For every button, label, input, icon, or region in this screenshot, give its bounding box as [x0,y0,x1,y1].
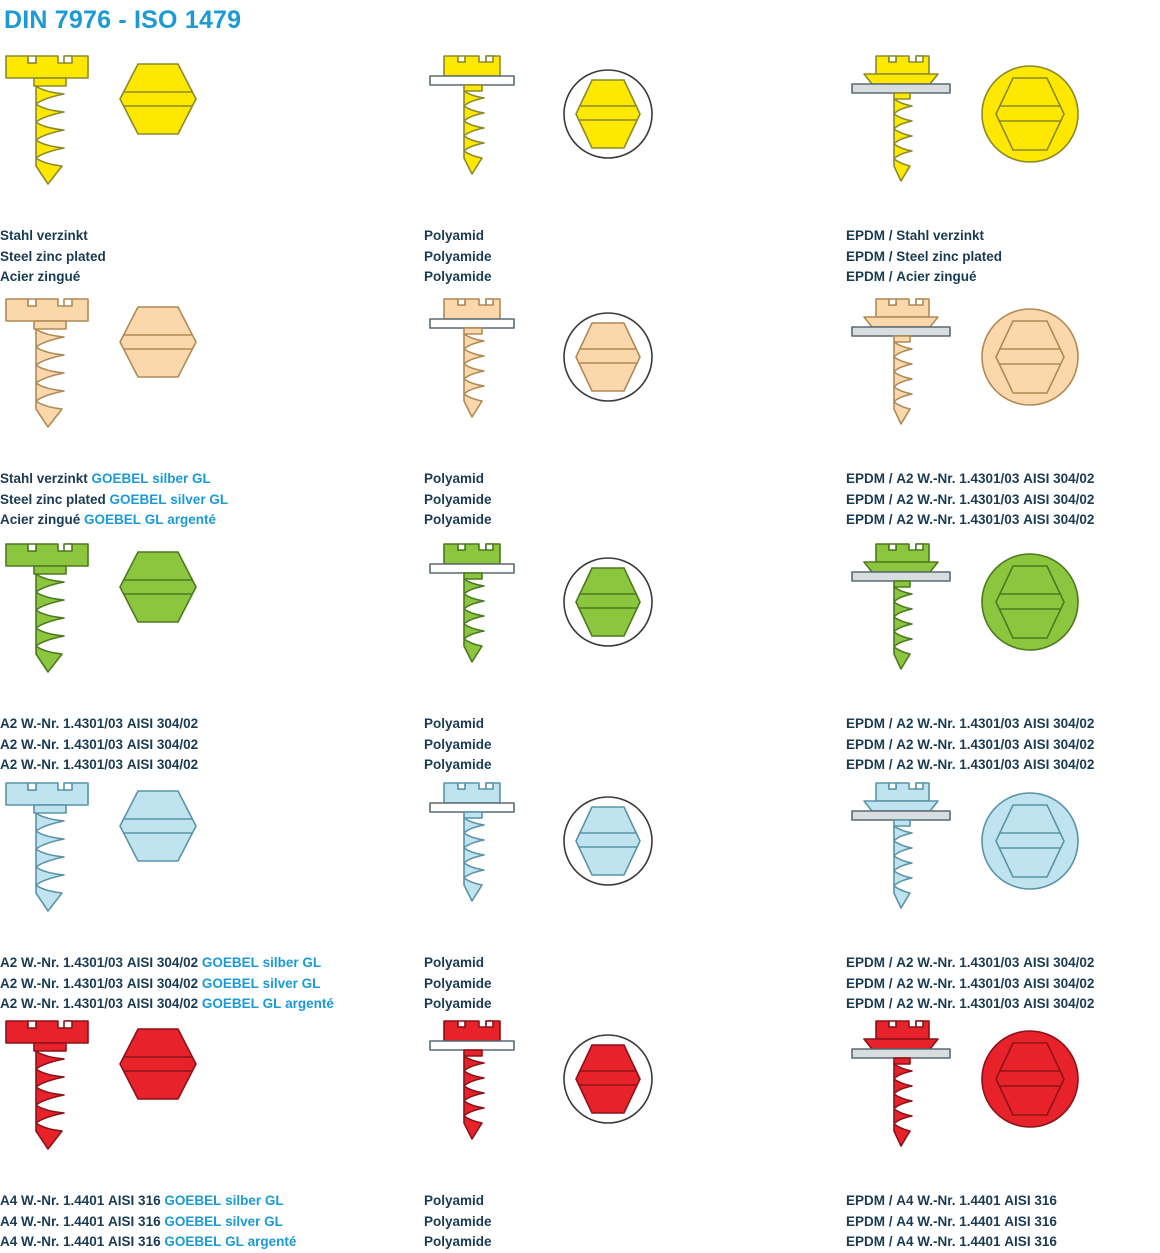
label-segment: Acier zingué [0,269,81,285]
washer-head-top-view [562,795,654,887]
material-label-line [0,510,228,531]
column-polyamide-washer-screw [424,538,844,773]
artwork-washer-screw [424,777,844,947]
artwork-washer-screw [424,538,844,708]
label-segment: Polyamide [424,757,492,773]
hex-head-top-view [118,1027,198,1101]
material-label-line [846,974,1094,995]
material-label-line [424,469,492,490]
labels-washer-screw [424,226,492,288]
washer-head-top-view [562,68,654,160]
material-label-line [846,1232,1057,1253]
label-segment: Acier zingué [0,512,85,528]
screw-with-sealing-washer-side-view [846,52,956,217]
sealing-washer-top-view [980,64,1080,164]
label-segment: GOEBEL silver GL [109,491,229,507]
artwork-epdm-screw [846,1015,1160,1185]
label-segment: Polyamide [424,512,492,528]
material-label-line [846,490,1094,511]
material-label-line [424,974,492,995]
label-segment: Polyamid [424,228,485,243]
screw-side-view [0,293,100,458]
labels-epdm-screw [846,226,1002,288]
labels-plain-screw [0,226,106,288]
label-segment: EPDM / Steel zinc plated [846,248,1003,264]
screw-with-washer-side-view [424,779,524,944]
artwork-plain-screw [0,293,420,463]
material-label-line [0,490,228,511]
material-label-line [846,735,1094,756]
artwork-plain-screw [0,777,420,947]
label-segment: EPDM / A2 W.-Nr. 1.4301/03 AISI 304/02 [846,736,1095,752]
label-segment: EPDM / A2 W.-Nr. 1.4301/03 AISI 304/02 [846,996,1095,1012]
screw-side-view [0,1015,100,1180]
label-segment: GOEBEL GL argenté [164,1234,297,1250]
material-label-line [424,226,492,247]
label-segment: EPDM / A2 W.-Nr. 1.4301/03 AISI 304/02 [846,757,1095,773]
label-segment: GOEBEL silver GL [201,975,321,991]
column-plain-screw [0,1015,420,1250]
label-segment: EPDM / A4 W.-Nr. 1.4401 AISI 316 [846,1234,1057,1250]
artwork-plain-screw [0,50,420,220]
labels-washer-screw [424,1191,492,1253]
material-label-line [0,1232,296,1253]
material-label-line [424,1191,492,1212]
artwork-plain-screw [0,1015,420,1185]
label-segment: GOEBEL silber GL [201,955,322,970]
labels-washer-screw [424,714,492,776]
material-label-line [0,1212,296,1233]
screw-side-view [0,50,100,215]
labels-epdm-screw [846,953,1094,1015]
material-label-line [846,1191,1057,1212]
labels-washer-screw [424,953,492,1015]
label-segment: EPDM / A2 W.-Nr. 1.4301/03 AISI 304/02 [846,716,1095,731]
label-segment: Polyamid [424,471,485,486]
label-segment: Polyamide [424,975,492,991]
label-segment: EPDM / A2 W.-Nr. 1.4301/03 AISI 304/02 [846,975,1095,991]
sealing-washer-top-view [980,307,1080,407]
label-segment: Polyamide [424,1234,492,1250]
label-segment: EPDM / Stahl verzinkt [846,228,985,243]
labels-epdm-screw [846,469,1094,531]
material-label-line [424,714,492,735]
label-segment: Stahl verzinkt [0,228,88,243]
material-label-line [846,469,1094,490]
label-segment: A2 W.-Nr. 1.4301/03 AISI 304/02 [0,736,199,752]
label-segment: Steel zinc plated [0,491,110,507]
label-segment: Polyamide [424,269,492,285]
material-label-line [424,755,492,776]
column-epdm-screw [846,50,1160,285]
material-label-line [846,267,1002,288]
material-label-line [846,1212,1057,1233]
label-segment: EPDM / Acier zingué [846,269,977,285]
column-plain-screw [0,293,420,528]
material-label-line [0,714,198,735]
label-segment: Polyamid [424,955,485,970]
label-segment: Stahl verzinkt [0,471,92,486]
artwork-washer-screw [424,50,844,220]
labels-plain-screw [0,1191,296,1253]
label-segment: A2 W.-Nr. 1.4301/03 AISI 304/02 [0,757,199,773]
label-segment: GOEBEL GL argenté [84,512,217,528]
material-label-line [424,247,492,268]
material-label-line [0,735,198,756]
label-segment: Polyamide [424,996,492,1012]
material-label-line [846,994,1094,1015]
label-segment: EPDM / A2 W.-Nr. 1.4301/03 AISI 304/02 [846,512,1095,528]
column-epdm-screw [846,777,1160,1012]
label-segment: A4 W.-Nr. 1.4401 AISI 316 [0,1234,165,1250]
label-segment: Polyamide [424,491,492,507]
label-segment: Polyamide [424,248,492,264]
label-segment: EPDM / A4 W.-Nr. 1.4401 AISI 316 [846,1213,1057,1229]
label-segment: GOEBEL GL argenté [201,996,334,1012]
material-label-line [0,994,334,1015]
material-label-line [846,755,1094,776]
label-segment: EPDM / A2 W.-Nr. 1.4301/03 AISI 304/02 [846,471,1095,486]
column-polyamide-washer-screw [424,50,844,285]
material-label-line [0,953,334,974]
material-label-line [0,1191,296,1212]
material-label-line [0,267,106,288]
artwork-epdm-screw [846,538,1160,708]
label-segment: GOEBEL silber GL [91,471,211,486]
material-label-line [424,510,492,531]
material-label-line [0,755,198,776]
label-segment: A2 W.-Nr. 1.4301/03 AISI 304/02 [0,975,202,991]
column-polyamide-washer-screw [424,1015,844,1250]
material-label-line [424,267,492,288]
screw-with-sealing-washer-side-view [846,779,956,944]
labels-plain-screw [0,714,198,776]
column-plain-screw [0,777,420,1012]
label-segment: Polyamid [424,1193,485,1208]
column-plain-screw [0,538,420,773]
label-segment: A4 W.-Nr. 1.4401 AISI 316 [0,1213,165,1229]
column-polyamide-washer-screw [424,777,844,1012]
screw-with-sealing-washer-side-view [846,540,956,705]
material-label-line [846,226,1002,247]
label-segment: EPDM / A2 W.-Nr. 1.4301/03 AISI 304/02 [846,491,1095,507]
column-epdm-screw [846,293,1160,528]
label-segment: Steel zinc plated [0,248,106,264]
screw-with-sealing-washer-side-view [846,295,956,460]
label-segment: Polyamide [424,736,492,752]
hex-head-top-view [118,550,198,624]
column-polyamide-washer-screw [424,293,844,528]
material-label-line [424,490,492,511]
column-epdm-screw [846,538,1160,773]
column-epdm-screw [846,1015,1160,1250]
labels-plain-screw [0,469,228,531]
labels-washer-screw [424,469,492,531]
artwork-washer-screw [424,1015,844,1185]
sealing-washer-top-view [980,791,1080,891]
screw-with-washer-side-view [424,540,524,705]
hex-head-top-view [118,305,198,379]
material-label-line [424,735,492,756]
label-segment: A2 W.-Nr. 1.4301/03 AISI 304/02 [0,716,199,731]
material-label-line [0,247,106,268]
material-label-line [0,974,334,995]
artwork-epdm-screw [846,293,1160,463]
artwork-plain-screw [0,538,420,708]
material-label-line [846,247,1002,268]
material-label-line [846,953,1094,974]
material-label-line [0,226,106,247]
material-label-line [846,510,1094,531]
screw-side-view [0,777,100,942]
sealing-washer-top-view [980,1029,1080,1129]
hex-head-top-view [118,62,198,136]
screw-with-washer-side-view [424,52,524,217]
label-segment: Polyamid [424,716,485,731]
label-segment: A4 W.-Nr. 1.4401 AISI 316 [0,1193,165,1208]
material-label-line [424,994,492,1015]
screw-with-washer-side-view [424,295,524,460]
label-segment: EPDM / A4 W.-Nr. 1.4401 AISI 316 [846,1193,1057,1208]
artwork-epdm-screw [846,777,1160,947]
screw-with-washer-side-view [424,1017,524,1182]
label-segment: GOEBEL silver GL [164,1213,283,1229]
label-segment: EPDM / A2 W.-Nr. 1.4301/03 AISI 304/02 [846,955,1095,970]
material-label-line [0,469,228,490]
material-label-line [424,953,492,974]
material-label-line [424,1232,492,1253]
label-segment: A2 W.-Nr. 1.4301/03 AISI 304/02 [0,996,202,1012]
hex-head-top-view [118,789,198,863]
material-label-line [846,714,1094,735]
material-label-line [424,1212,492,1233]
artwork-washer-screw [424,293,844,463]
labels-plain-screw [0,953,334,1015]
washer-head-top-view [562,556,654,648]
labels-epdm-screw [846,714,1094,776]
page-title: DIN 7976 - ISO 1479 [4,6,242,34]
label-segment: A2 W.-Nr. 1.4301/03 AISI 304/02 [0,955,202,970]
artwork-epdm-screw [846,50,1160,220]
sealing-washer-top-view [980,552,1080,652]
screw-with-sealing-washer-side-view [846,1017,956,1182]
label-segment: GOEBEL silber GL [164,1193,284,1208]
labels-epdm-screw [846,1191,1057,1253]
washer-head-top-view [562,311,654,403]
washer-head-top-view [562,1033,654,1125]
label-segment: Polyamide [424,1213,492,1229]
screw-side-view [0,538,100,703]
column-plain-screw [0,50,420,285]
